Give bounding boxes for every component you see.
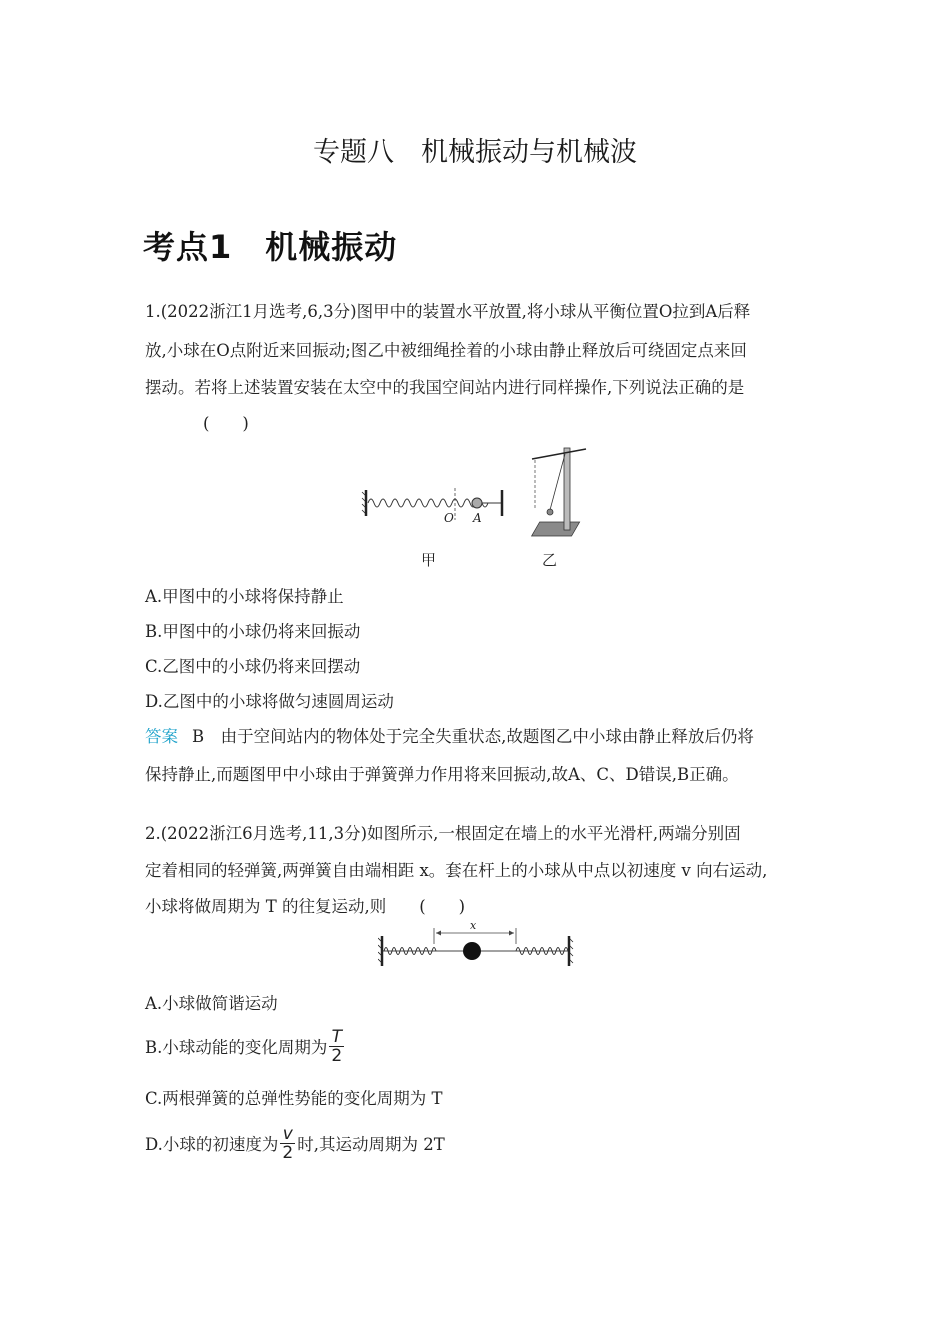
q2-option-d-suffix: 时,其运动周期为 2T bbox=[297, 1135, 445, 1154]
q1-answer-line2: 保持静止,而题图甲中小球由于弹簧弹力作用将来回振动,故A、C、D错误,B正确。 bbox=[145, 765, 739, 784]
q2-stem-line2: 定着相同的轻弹簧,两弹簧自由端相距 x。套在杆上的小球从中点以初速度 v 向右运动, bbox=[145, 861, 768, 880]
q1-answer-line1 bbox=[145, 723, 754, 747]
q1-stem-line1: 1.(2022浙江1月选考,6,3分)图甲中的装置水平放置,将小球从平衡位置O拉到A后释 bbox=[145, 302, 751, 321]
q1-stem-line2: 放,小球在O点附近来回振动;图乙中被细绳拴着的小球由静止释放后可绕固定点来回 bbox=[145, 341, 747, 360]
q1-stem-line3: 摆动。若将上述装置安装在太空中的我国空间站内进行同样操作,下列说法正确的是 bbox=[145, 378, 745, 397]
q2-option-b bbox=[145, 1024, 346, 1068]
answer-tag: 答案 bbox=[145, 727, 178, 746]
spring-oscillator-figure bbox=[362, 488, 502, 525]
q2-option-c: C.两根弹簧的总弹性势能的变化周期为 T bbox=[145, 1089, 443, 1108]
section-heading: 考点1 机械振动 bbox=[143, 228, 398, 266]
fraction-v-over-2: $\frac{v}{2}$ bbox=[282, 1123, 294, 1163]
caption-yi: 乙 bbox=[542, 551, 558, 569]
pendulum-figure bbox=[532, 448, 586, 536]
fraction-t-over-2: $\frac{T}{2}$ bbox=[331, 1026, 343, 1066]
q2-option-a: A.小球做简谐运动 bbox=[145, 994, 278, 1013]
caption-jia: 甲 bbox=[421, 551, 437, 569]
q2-option-b-text: B.小球动能的变化周期为 bbox=[145, 1038, 328, 1057]
label-o: O bbox=[444, 511, 454, 525]
q1-answer-blank: ( ) bbox=[203, 414, 249, 433]
answer-text-1: B 由于空间站内的物体处于完全失重状态,故题图乙中小球由静止释放后仍将 bbox=[192, 727, 754, 746]
q1-option-a: A.甲图中的小球将保持静止 bbox=[145, 587, 344, 606]
q2-option-d-text: D.小球的初速度为 bbox=[145, 1135, 279, 1154]
label-a: A bbox=[473, 511, 482, 525]
q1-option-b: B.甲图中的小球仍将来回振动 bbox=[145, 622, 361, 641]
q1-figure bbox=[360, 440, 600, 575]
q2-stem-line1: 2.(2022浙江6月选考,11,3分)如图所示,一根固定在墙上的水平光滑杆,两端分别固 bbox=[145, 824, 741, 843]
q2-stem-line3: 小球将做周期为 T 的往复运动,则 ( ) bbox=[145, 897, 466, 916]
page-title: 专题八 机械振动与机械波 bbox=[313, 137, 637, 168]
q1-option-d: D.乙图中的小球将做匀速圆周运动 bbox=[145, 692, 394, 711]
label-x: x bbox=[470, 919, 477, 932]
q2-figure bbox=[378, 918, 574, 968]
q1-option-c: C.乙图中的小球仍将来回摆动 bbox=[145, 657, 361, 676]
q2-option-d bbox=[145, 1121, 445, 1165]
